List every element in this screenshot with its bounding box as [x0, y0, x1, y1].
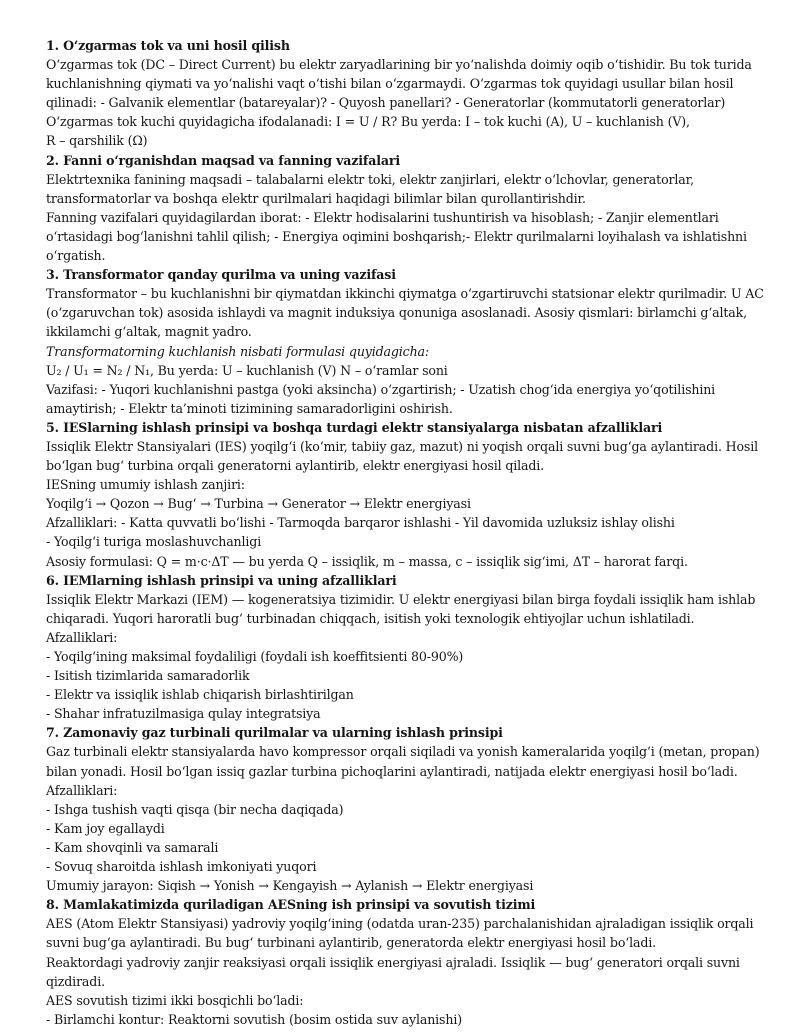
- body-paragraph: Transformator – bu kuchlanishni bir qiymatdan ikkinchi qiymatga o‘zgartiruvchi statsionar elektr qurilmadir. U AC (o‘zgaruvchan tok) asosida ishlaydi va magnit induksiya qonuniga asoslanadi. Asosiy qismlari: birlamchi g‘altak, ikkilamchi g‘altak, magnit yadro.: [46, 286, 764, 340]
- body-paragraph: AES (Atom Elektr Stansiyasi) yadroviy yoqilg‘ining (odatda uran-235) parchalanishidan ajraladigan issiqlik orqali suvni bug‘ga aylantiradi. Bu bug‘ turbinani aylantirib, generatorda elektr energiyasi hosil bo‘ladi.: [46, 916, 754, 951]
- body-paragraph: Vazifasi: - Yuqori kuchlanishni pastga (yoki aksincha) o‘zgartirish; - Uzatish chog‘ida energiya yo‘qotilishini amaytirish; - Elektr ta’minoti tizimining samaradorligini oshirish.: [46, 381, 716, 416]
- section-heading: 6. IEMlarning ishlash prinsipi va uning afzalliklari: [46, 572, 397, 588]
- body-paragraph: Yoqilg‘i → Qozon → Bug‘ → Turbina → Generator → Elektr energiyasi: [46, 496, 471, 512]
- body-paragraph: Asosiy formulasi: Q = m·c·ΔT — bu yerda Q – issiqlik, m – massa, c – issiqlik sig‘imi, ΔT – harorat farqi.: [46, 553, 688, 569]
- body-paragraph: - Birlamchi kontur: Reaktorni sovutish (bosim ostida suv aylanishi): [46, 1011, 462, 1027]
- body-paragraph: Issiqlik Elektr Stansiyalari (IES) yoqilg‘i (ko‘mir, tabiiy gaz, mazut) ni yoqish orqali suvni bug‘ga aylantiradi. Hosil bo‘lgan bug‘ turbina orqali generatorni aylantirib, elektr energiyasi hosil qiladi.: [46, 438, 758, 474]
- section-heading: 7. Zamonaviy gaz turbinali qurilmalar va ularning ishlash prinsipi: [46, 725, 503, 741]
- body-paragraph: Elektrtexnika fanining maqsadi – talabalarni elektr toki, elektr zanjirlari, elektr o‘lchovlar, generatorlar, transformatorlar va boshqa elektr qurilmalari haqidagi bilimlar bilan qurollantirishdir.: [46, 171, 694, 206]
- section-heading: 1. O‘zgarmas tok va uni hosil qilish: [46, 38, 290, 53]
- body-paragraph: Afzalliklari: - Katta quvvatli bo‘lishi - Tarmoqda barqaror ishlashi - Yil davomida uzluksiz ishlay olishi: [46, 515, 675, 531]
- document-body: [46, 36, 766, 1029]
- body-paragraph: AES sovutish tizimi ikki bosqichli bo‘ladi:: [46, 992, 304, 1008]
- body-paragraph: Afzalliklari:: [46, 782, 118, 798]
- body-paragraph: Gaz turbinali elektr stansiyalarda havo kompressor orqali siqiladi va yonish kameralarida yoqilg‘i (metan, propan) bilan yonadi. Hosil bo‘lgan issiq gazlar turbina pichoqlarini aylantiradi, natijada elektr energiyasi hosil bo‘ladi.: [46, 744, 760, 779]
- body-paragraph: IESning umumiy ishlash zanjiri:: [46, 477, 245, 493]
- body-paragraph: Reaktordagi yadroviy zanjir reaksiyasi orqali issiqlik energiyasi ajraladi. Issiqlik — bug‘ generatori orqali suvni qizdiradi.: [46, 954, 740, 989]
- section-heading: 2. Fanni o‘rganishdan maqsad va fanning vazifalari: [46, 152, 400, 168]
- body-paragraph: - Yoqilg‘i turiga moslashuvchanligi: [46, 534, 262, 550]
- body-paragraph: O‘zgarmas tok (DC – Direct Current) bu elektr zaryadlarining bir yo‘nalishda doimiy oqib o‘tishidir. Bu tok turida kuchlanishning qiymati va yo‘nalishi vaqt o‘tishi bilan o‘zgarmaydi. O‘zgarmas tok quyidagi usullar bilan hosil qilinadi: - Galvanik elementlar (batareyalar)? - Quyosh panellari? - Generatorlar (kommutatorli generatorlar): [46, 57, 752, 111]
- section-heading: 5. IESlarning ishlash prinsipi va boshqa turdagi elektr stansiyalarga nisbatan afzalliklari: [46, 419, 663, 435]
- body-paragraph: Issiqlik Elektr Markazi (IEM) — kogeneratsiya tizimidir. U elektr energiyasi bilan birga foydali issiqlik ham ishlab chiqaradi. Yuqori haroratli bug‘ turbinadan chiqqach, isitish yoki texnologik ehtiyojlar uchun ishlatiladi.: [46, 591, 756, 626]
- body-paragraph: - Sovuq sharoitda ishlash imkoniyati yuqori: [46, 859, 317, 875]
- body-paragraph: Afzalliklari:: [46, 629, 118, 645]
- section-heading: 8. Mamlakatimizda quriladigan AESning ish prinsipi va sovutish tizimi: [46, 897, 536, 913]
- body-paragraph: O‘zgarmas tok kuchi quyidagicha ifodalanadi: I = U / R? Bu yerda: I – tok kuchi (A), U – kuchlanish (V),: [46, 114, 690, 130]
- body-paragraph: Umumiy jarayon: Siqish → Yonish → Kengayish → Aylanish → Elektr energiyasi: [46, 878, 534, 894]
- section-heading: 3. Transformator qanday qurilma va uning vazifasi: [46, 267, 396, 283]
- body-paragraph: - Ishga tushish vaqti qisqa (bir necha daqiqada): [46, 801, 344, 817]
- body-paragraph: - Isitish tizimlarida samaradorlik: [46, 668, 250, 684]
- body-paragraph: - Shahar infratuzilmasiga qulay integratsiya: [46, 706, 321, 722]
- body-paragraph: - Yoqilg‘ining maksimal foydaliligi (foydali ish koeffitsienti 80-90%): [46, 649, 464, 664]
- body-paragraph: R – qarshilik (Ω): [46, 133, 148, 149]
- body-paragraph: - Elektr va issiqlik ishlab chiqarish birlashtirilgan: [46, 687, 354, 703]
- formula-caption: Transformatorning kuchlanish nisbati formulasi quyidagicha:: [46, 343, 430, 359]
- body-paragraph: Fanning vazifalari quyidagilardan iborat: - Elektr hodisalarini tushuntirish va hisoblash; - Zanjir elementlari o‘rtasidagi bog‘lanishni tahlil qilish; - Energiya oqimini boshqarish;- Elektr qurilmalarni loyihalash va ishlatishni o‘rgatish.: [46, 209, 747, 264]
- body-paragraph: - Kam joy egallaydi: [46, 820, 165, 836]
- body-paragraph: U₂ / U₁ = N₂ / N₁, Bu yerda: U – kuchlanish (V) N – o‘ramlar soni: [46, 362, 448, 378]
- body-paragraph: - Kam shovqinli va samarali: [46, 839, 219, 855]
